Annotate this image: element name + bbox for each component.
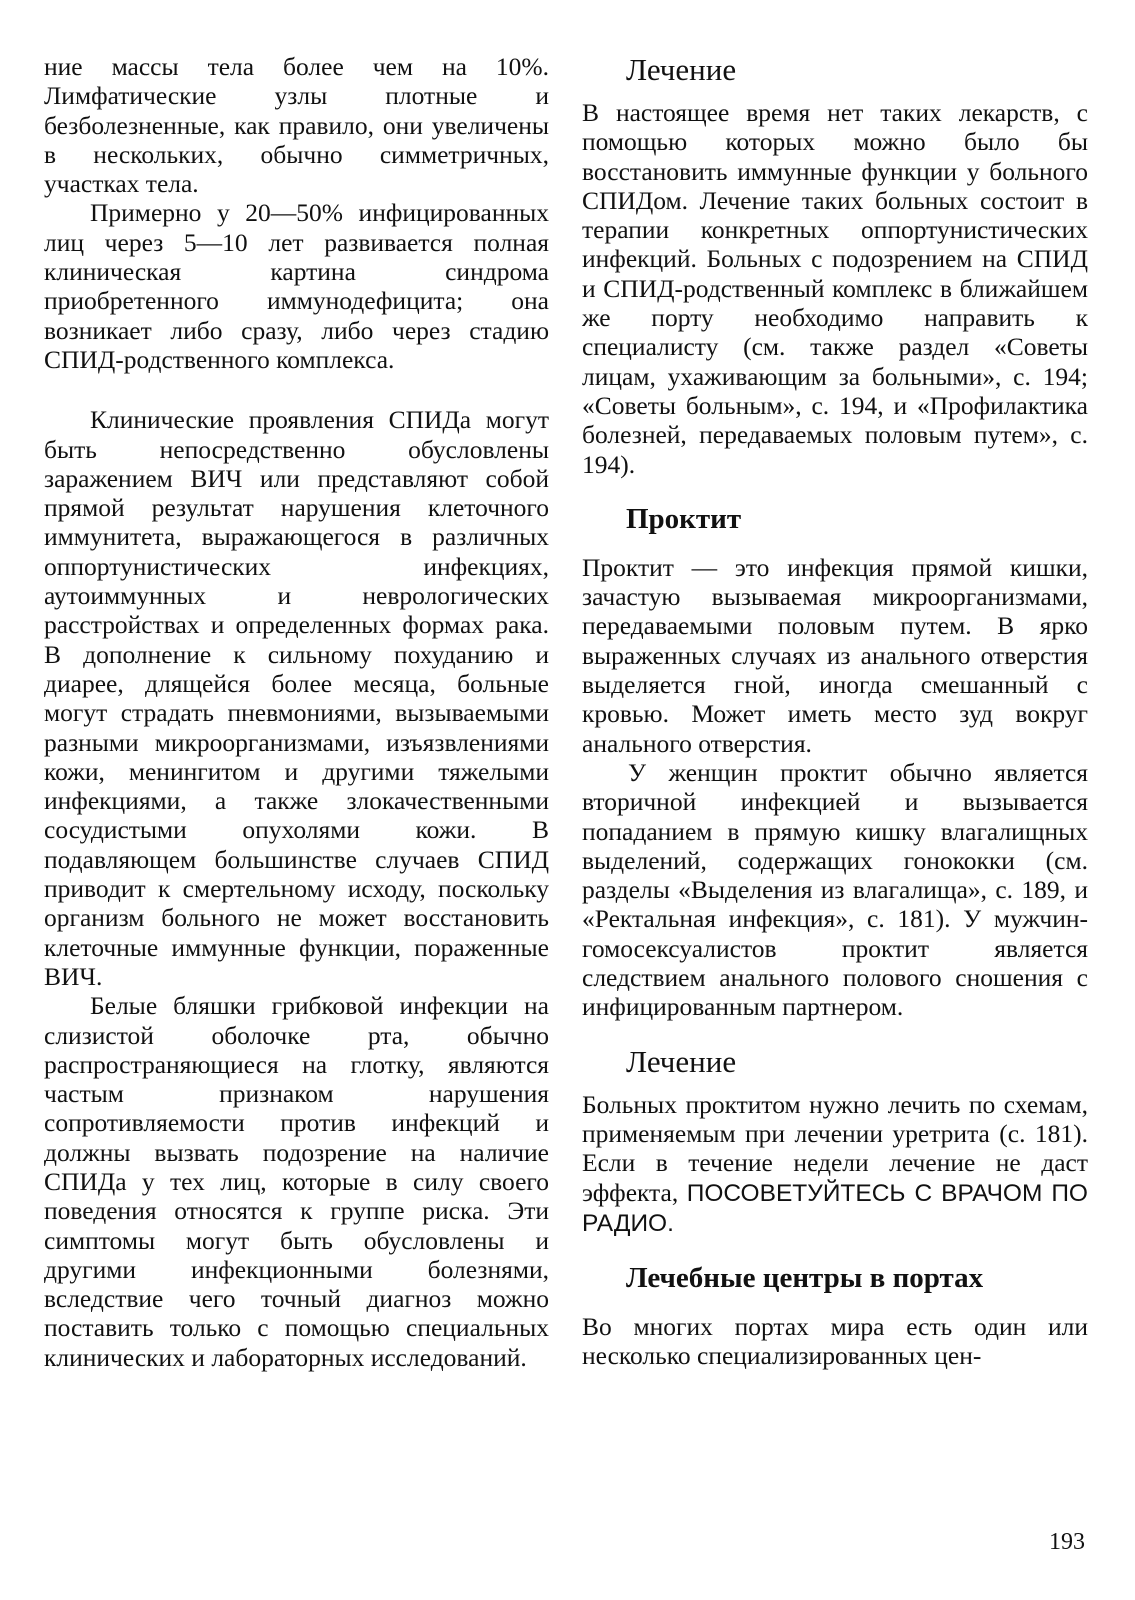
heading-port-centers: Лечебные центры в портах [626, 1262, 984, 1295]
paragraph-clinical-manifestations: Клинические проявления СПИДа могут быть непосредственно обусловлены заражением ВИЧ или представляют собой прямой результат нарушения клеточного иммунитета, выражающегося в различных оппортунистических инфекциях, аутоиммунных и неврологических расстройствах и определенных формах рака. В дополнение к сильному похуданию и диарее, длящейся более месяца, больные могут страдать пневмониями, вызываемыми разными микроорганизмами, изъязвлениями кожи, менингитом и другими тяжелыми инфекциями, а также злокачественными сосудистыми опухолями кожи. В подавляющем большинстве случаев СПИД приводит к смертельному исходу, поскольку организм больного не может восстановить клеточные иммунные функции, пораженные ВИЧ. [44, 405, 549, 991]
left-column [44, 52, 549, 1372]
paragraph-treatment-proctitis [582, 1090, 1088, 1238]
paragraph-weight-loss: ние массы тела более чем на 10%. Лимфатические узлы плотные и безболезненные, как правило, они увеличены в нескольких, обычно симметричных, участках тела. [44, 52, 549, 199]
paragraph-fungal-infection: Белые бляшки грибковой инфекции на слизистой оболочке рта, обычно распространяющиеся на глотку, являются частым признаком нарушения сопротивляемости против инфекций и должны вызвать подозрение на наличие СПИДа у тех лиц, которые в силу своего поведения относятся к группе риска. Эти симптомы могут быть обусловлены и другими инфекционными болезнями, вследствие чего точный диагноз можно поставить только с помощью специальных клинических и лабораторных исследований. [44, 991, 549, 1372]
heading-proctitis: Проктит [626, 502, 742, 535]
right-column [582, 52, 1088, 1371]
paragraph-port-centers: Во многих портах мира есть один или несколько специализированных цен- [582, 1312, 1088, 1371]
treatment-text: Больных проктитом нужно лечить по схемам, применяемым при лечении уретрита (с. 181). Если в течение недели лечение не даст эффекта, [582, 1089, 1088, 1207]
heading-treatment-aids: Лечение [626, 52, 737, 87]
page-number: 193 [1049, 1529, 1085, 1555]
heading-treatment-proctitis: Лечение [626, 1043, 737, 1079]
paragraph-aids-development: Примерно у 20—50% инфицированных лиц через 5—10 лет развивается полная клиническая картина синдрома приобретенного иммунодефицита; она возникает либо сразу, либо через стадию СПИД-родственного комплекса. [44, 198, 549, 374]
paragraph-treatment-aids: В настоящее время нет таких лекарств, с помощью которых можно было бы восстановить иммунные функции у больного СПИДом. Лечение таких больных состоит в терапии конкретных оппортунистических инфекций. Больных с подозрением на СПИД и СПИД-родственный комплекс в ближайшем же порту необходимо направить к специалисту (см. также раздел «Советы лицам, ухаживающим за больными», с. 194; «Советы больным», с. 194, и «Профилактика болезней, передаваемых половым путем», с. 194). [582, 98, 1088, 479]
paragraph-proctitis-women-men: У женщин проктит обычно является вторичной инфекцией и вызывается попаданием в прямую кишку влагалищных выделений, содержащих гонококки (см. разделы «Выделения из влагалища», с. 189, и «Ректальная инфекция», с. 181). У мужчин-гомосексуалистов проктит является следствием анального полового сношения с инфицированным партнером. [582, 757, 1088, 1022]
radio-consult-caps: ПОСОВЕТУЙТЕСЬ С ВРАЧОМ ПО РАДИО. [582, 1179, 1088, 1237]
paragraph-proctitis-definition: Проктит — это инфекция прямой кишки, зачастую вызываемая микроорганизмами, передаваемыми половым путем. В ярко выраженных случаях из анального отверстия выделяется гной, иногда смешанный с кровью. Может иметь место зуд вокруг анального отверстия. [582, 552, 1088, 758]
paragraph-gap [44, 374, 549, 405]
